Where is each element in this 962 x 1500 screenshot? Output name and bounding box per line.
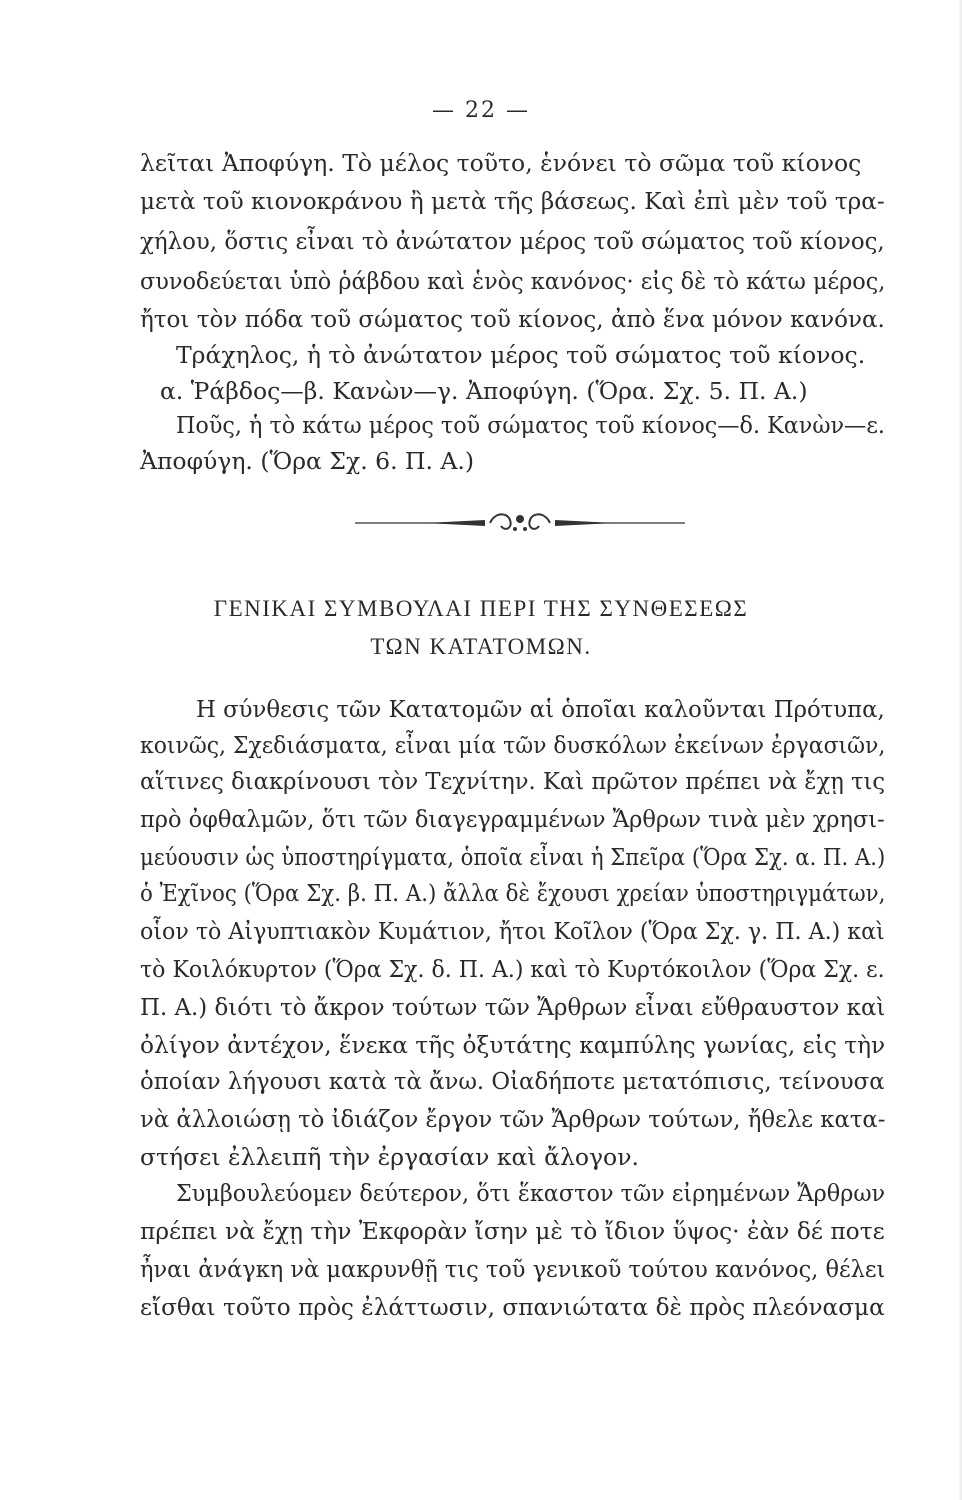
ornament-divider-icon	[355, 508, 685, 538]
definition-line: α. Ῥάβδος—β. Κανὼν—γ. Ἀποφύγη. (Ὅρα. Σχ. 5. Π. Α.)	[160, 377, 808, 405]
text-line: ἤτοι τὸν πόδα τοῦ σώματος τοῦ κίονος, ἀπὸ ἕνα μόνον κανόνα.	[140, 305, 885, 333]
text-line: Η σύνθεσις τῶν Κατατομῶν αἱ ὁποῖαι καλοῦνται Πρότυπα,	[196, 695, 885, 723]
text-line: πρὸ ὀφθαλμῶν, ὅτι τῶν διαγεγραμμένων Ἄρθρων τινὰ μὲν χρησι-	[140, 805, 885, 833]
text-line: ὁ Ἐχῖνος (Ὅρα Σχ. β. Π. Α.) ἄλλα δὲ ἔχουσι χρείαν ὑποστηριγμάτων,	[140, 879, 886, 907]
text-line: νὰ ἀλλοιώσῃ τὸ ἰδιάζον ἔργον τῶν Ἄρθρων τούτων, ἤθελε κατα-	[140, 1105, 886, 1133]
text-line: ὁποίαν λήγουσι κατὰ τὰ ἄνω. Οἰαδήποτε μετατόπισις, τείνουσα	[140, 1067, 885, 1095]
text-line: τὸ Κοιλόκυρτον (Ὅρα Σχ. δ. Π. Α.) καὶ τὸ Κυρτόκοιλον (Ὅρα Σχ. ε.	[140, 955, 885, 983]
section-title: ΓΕΝΙΚΑΙ ΣΥΜΒΟΥΛΑΙ ΠΕΡΙ ΤΗΣ ΣΥΝΘΕΣΕΩΣ	[213, 596, 749, 621]
text-line: συνοδεύεται ὑπὸ ῥάβδου καὶ ἑνὸς κανόνος· εἰς δὲ τὸ κάτω μέρος,	[140, 267, 886, 295]
text-line: χήλου, ὅστις εἶναι τὸ ἀνώτατον μέρος τοῦ σώματος τοῦ κίονος,	[140, 227, 885, 255]
text-line: οἷον τὸ Αἰγυπτιακὸν Κυμάτιον, ἤτοι Κοῖλον (Ὅρα Σχ. γ. Π. Α.) καὶ	[140, 917, 885, 945]
text-line: στήσει ἐλλειπῆ τὴν ἐργασίαν καὶ ἄλογον.	[140, 1143, 639, 1171]
text-line: εἴσθαι τοῦτο πρὸς ἐλάττωσιν, σπανιώτατα δὲ πρὸς πλεόνασμα	[140, 1293, 885, 1321]
text-line: λεῖται Ἀποφύγη. Τὸ μέλος τοῦτο, ἑνόνει τὸ σῶμα τοῦ κίονος	[140, 149, 862, 177]
definition-line: Ποῦς, ἡ τὸ κάτω μέρος τοῦ σώματος τοῦ κίονος—δ. Κανὼν—ε.	[176, 411, 885, 439]
section-subtitle: ΤΩΝ ΚΑΤΑΤΟΜΩΝ.	[370, 634, 592, 659]
text-line: αἵτινες διακρίνουσι τὸν Τεχνίτην. Καὶ πρῶτον πρέπει νὰ ἔχῃ τις	[140, 767, 886, 795]
paper-edge	[958, 0, 962, 1500]
text-line: πρέπει νὰ ἔχῃ τὴν Ἐκφορὰν ἴσην μὲ τὸ ἴδιον ὕψος· ἐὰν δέ ποτε	[140, 1217, 885, 1245]
text-line: μεύουσιν ὡς ὑποστηρίγματα, ὁποῖα εἶναι ἡ Σπεῖρα (Ὅρα Σχ. α. Π. Α.)	[140, 843, 886, 871]
text-line: ὀλίγον ἀντέχον, ἕνεκα τῆς ὀξυτάτης καμπύλης γωνίας, εἰς τὴν	[140, 1031, 886, 1059]
text-line: Συμβουλεύομεν δεύτερον, ὅτι ἕκαστον τῶν εἰρημένων Ἄρθρων	[176, 1179, 886, 1207]
page-number: — 22 —	[432, 98, 530, 123]
definition-line: Ἀποφύγη. (Ὅρα Σχ. 6. Π. Α.)	[140, 447, 475, 475]
text-line: κοινῶς, Σχεδιάσματα, εἶναι μία τῶν δυσκόλων ἐκείνων ἐργασιῶν,	[140, 731, 886, 759]
definition-line: Τράχηλος, ἡ τὸ ἀνώτατον μέρος τοῦ σώματος τοῦ κίονος.	[176, 341, 866, 369]
text-line: ἦναι ἀνάγκη νὰ μακρυνθῇ τις τοῦ γενικοῦ τούτου κανόνος, θέλει	[140, 1255, 886, 1283]
text-line: Π. Α.) διότι τὸ ἄκρον τούτων τῶν Ἄρθρων εἶναι εὔθραυστον καὶ	[140, 993, 886, 1021]
text-line: μετὰ τοῦ κιονοκράνου ἢ μετὰ τῆς βάσεως. Καὶ ἐπὶ μὲν τοῦ τρα-	[140, 187, 885, 215]
